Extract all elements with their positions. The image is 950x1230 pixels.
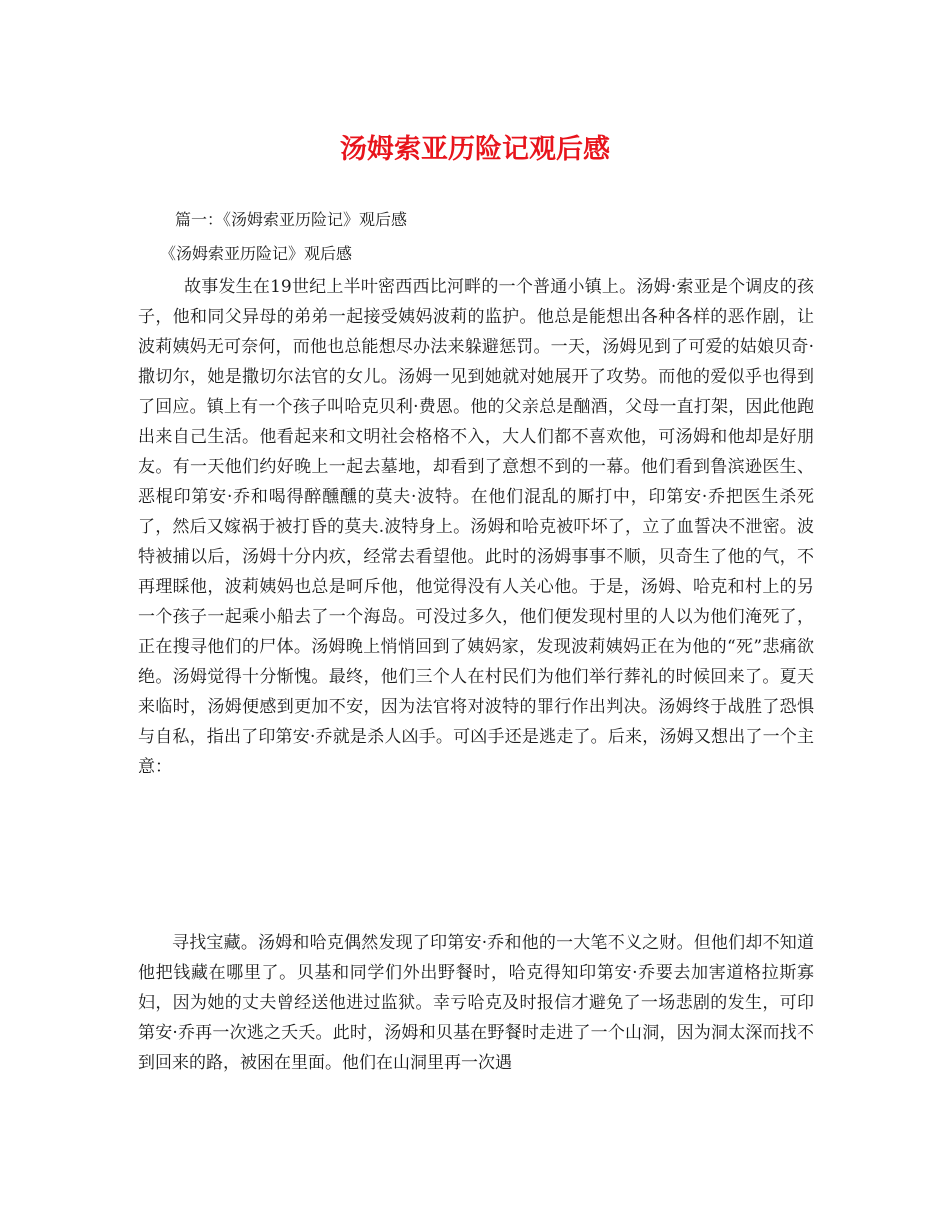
body-paragraph-1: 故事发生在19世纪上半叶密西西比河畔的一个普通小镇上。汤姆·索亚是个调皮的孩子，他和同父异母的弟弟一起接受姨妈波莉的监护。他总是能想出各种各样的恶作剧，让波莉姨妈无可奈何，而他也总能想尽办法来躲避惩罚。一天，汤姆见到了可爱的姑娘贝奇·撒切尔，她是撒切尔法官的女儿。汤姆一见到她就对她展开了攻势。而他的爱似乎也得到了回应。镇上有一个孩子叫哈克贝利·费恩。他的父亲总是酗酒，父母一直打架，因此他跑出来自己生活。他看起来和文明社会格格不入，大人们都不喜欢他，可汤姆和他却是好朋友。有一天他们约好晚上一起去墓地，却看到了意想不到的一幕。他们看到鲁滨逊医生、恶棍印第安·乔和喝得醉醺醺的莫夫·波特。在他们混乱的厮打中，印第安·乔把医生杀死了，然后又嫁祸于被打昏的莫夫.波特身上。汤姆和哈克被吓坏了，立了血誓决不泄密。波特被捕以后，汤姆十分内疚，经常去看望他。此时的汤姆事事不顺，贝奇生了他的气，不再理睬他，波莉姨妈也总是呵斥他，他觉得没有人关心他。于是，汤姆、哈克和村上的另一个孩子一起乘小船去了一个海岛。可没过多久，他们便发现村里的人以为他们淹死了，正在搜寻他们的尸体。汤姆晚上悄悄回到了姨妈家，发现波莉姨妈正在为他的“死”悲痛欲绝。汤姆觉得十分惭愧。最终，他们三个人在村民们为他们举行葬礼的时候回来了。夏天来临时，汤姆便感到更加不安，因为法官将对波特的罪行作出判决。汤姆终于战胜了恐惧与自私，指出了印第安·乔就是杀人凶手。可凶手还是逃走了。后来，汤姆又想出了一个主意： [138, 277, 814, 777]
body-paragraph-2: 寻找宝藏。汤姆和哈克偶然发现了印第安·乔和他的一大笔不义之财。但他们却不知道他把钱藏在哪里了。贝基和同学们外出野餐时，哈克得知印第安·乔要去加害道格拉斯寡妇，因为她的丈夫曾经送他进过监狱。幸亏哈克及时报信才避免了一场悲剧的发生，可印第安·乔再一次逃之夭夭。此时，汤姆和贝基在野餐时走进了一个山洞，因为洞太深而找不到回来的路，被困在里面。他们在山洞里再一次遇 [138, 933, 814, 1073]
document-title: 汤姆索亚历险记观后感 [340, 134, 610, 165]
section-heading: 篇一：《汤姆索亚历险记》观后感 [175, 210, 408, 229]
article-heading: 《汤姆索亚历险记》观后感 [160, 244, 353, 263]
